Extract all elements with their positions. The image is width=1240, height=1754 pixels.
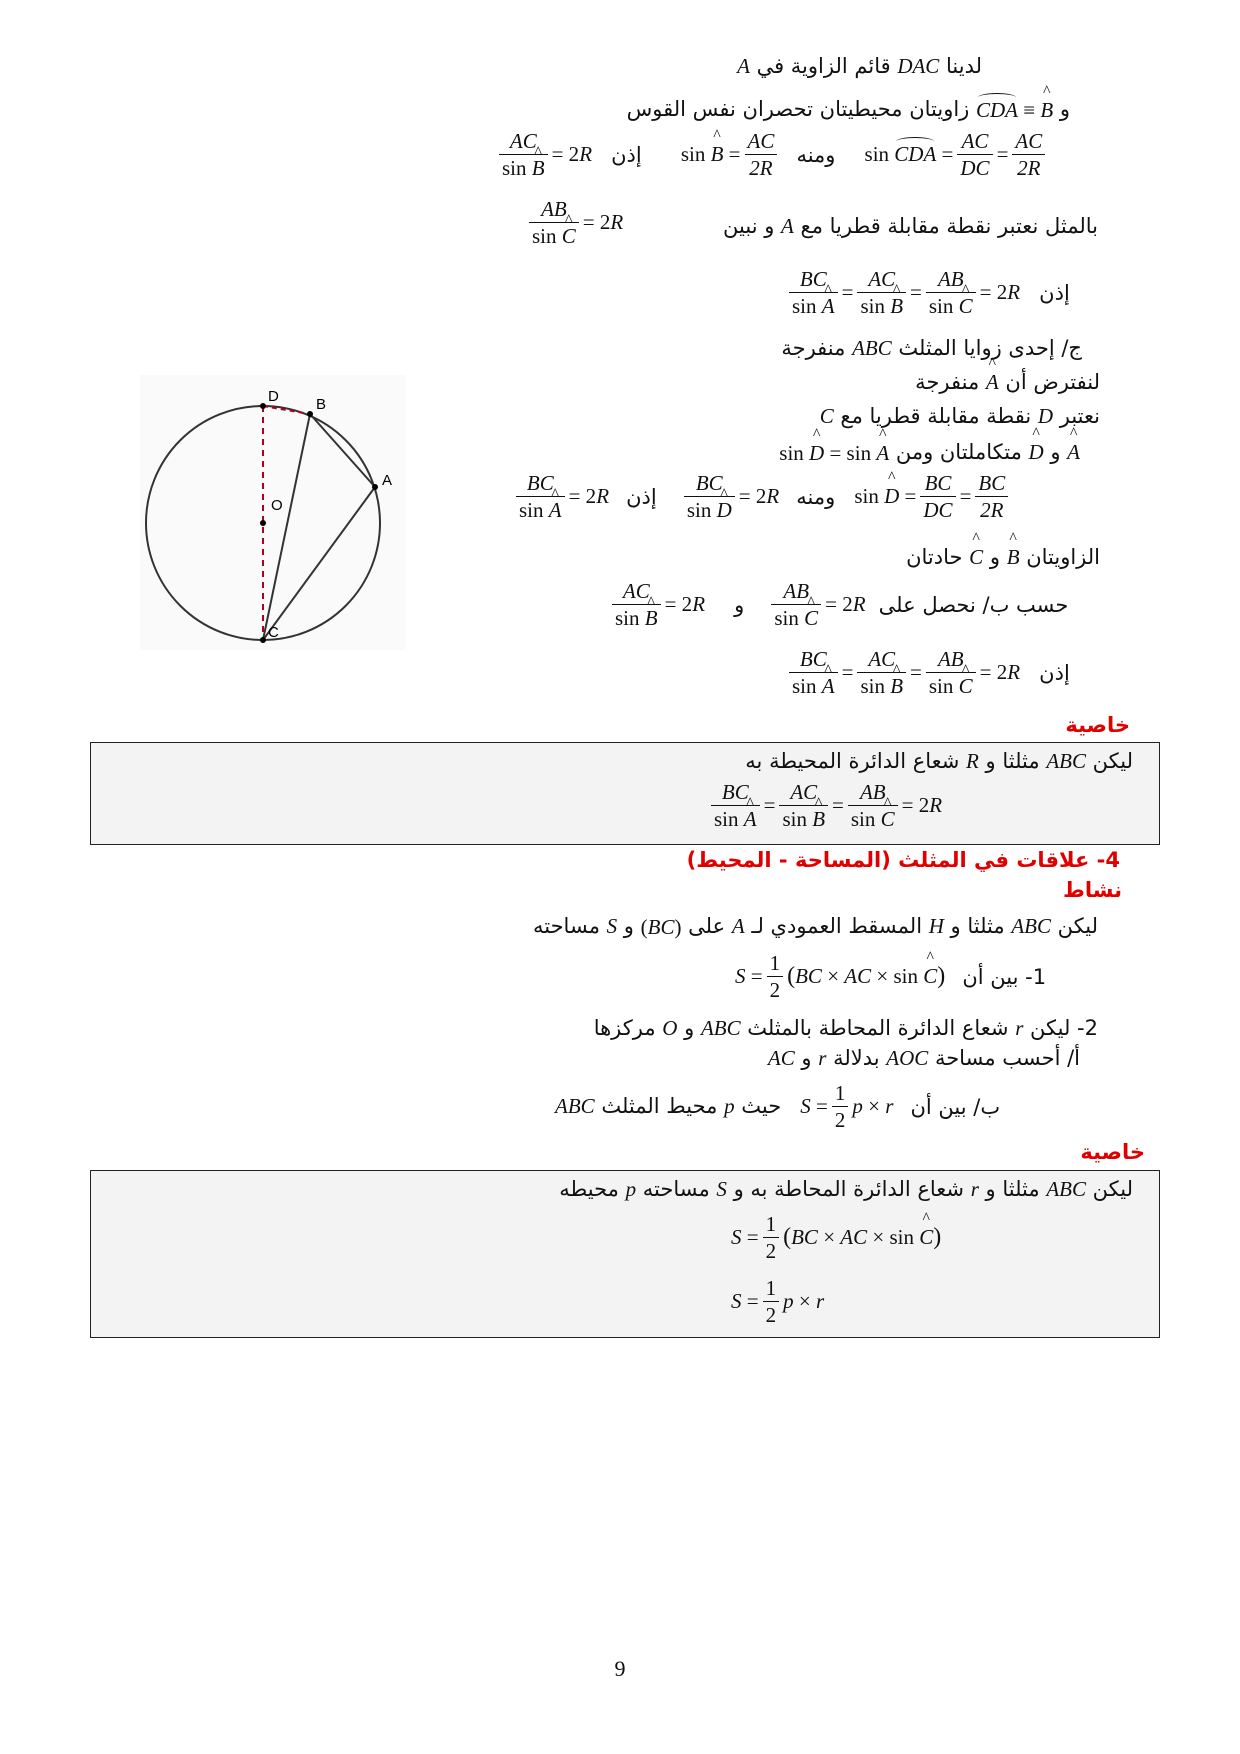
label-a: A [382,472,393,489]
question-2b: حيث p محيط المثلث ABC S = $\frac{1}{2}$ p × r ب/ بين أن [555,1081,1001,1132]
line-5: $\frac{BC}{\sin \^{} A}$ = $\frac{AC}{\sin \^{} B}$ = $\frac{AB}{\sin \^{} C}$ = 2R إذن [785,266,1070,319]
label-b: B [316,396,327,413]
label-o: O [271,497,283,514]
question-2: 2- ليكن r شعاع الدائرة المحاطة بالمثلث ABC و O مركزها [593,1016,1098,1040]
line-12: $\frac{AC}{\sin \^{} B}$ = 2R و $\frac{AB}{\sin \^{} C}$ = 2R حسب ب/ نحصل على [608,578,1068,631]
line-6: ج/ إحدى زوايا المثلث ABC منفرجة [781,336,1082,360]
line-9: ^ A و ^ D متكاملتان ومن sin ^ D = sin ^ A [779,440,1080,466]
property-1-text: ليكن ABC مثلثا و R شعاع الدائرة المحيطة به [745,749,1133,773]
property-2-formula-2: S = $\frac{1}{2}$ p × r [731,1276,825,1327]
line-8: نعتبر D نقطة مقابلة قطريا مع C [819,404,1100,428]
line-7: لنفترض أن ^ A منفرجة [915,370,1100,395]
line-10: $\frac{BC}{\sin \^{} A}$ = 2R إذن $\frac{BC}{\sin \^{} D}$ = 2R ومنه sin ^ D = $\frac{BC}{DC}$ = $\frac{BC}{2R}$ [512,470,1012,523]
label-c: C [268,624,279,641]
property-1-formula: $\frac{BC}{\sin \^{} A}$ = $\frac{AC}{\sin \^{} B}$ = $\frac{AB}{\sin \^{} C}$ = 2R [707,779,942,832]
question-2a: أ/ أحسب مساحة AOC بدلالة r و AC [767,1046,1080,1070]
page-number: 9 [614,1656,626,1681]
line-3-hence: ومنه [796,142,836,167]
line-3-equations: $\frac{AC}{\sin \^{} B}$ = 2R إذن sin ^ B = $\frac{AC}{2R}$ ومنه sin CDA = $\frac{AC}{DC}$ = $\frac{AC}{2R}$ [495,128,1049,181]
property-2-formula-1: S = $\frac{1}{2}$ (BC × AC × sin ^ C) [731,1211,941,1264]
line-1: لدينا DAC قائم الزاوية في A [737,54,982,78]
property-2-text: ليكن ABC مثلثا و r شعاع الدائرة المحاطة به و S مساحته p محيطه [559,1177,1133,1201]
section-4-intro: ليكن ABC مثلثا و H المسقط العمودي لـ A على (BC) و S مساحته [532,914,1098,939]
property-2-box [90,1170,1160,1338]
line-4-text: بالمثل نعتبر نقطة مقابلة قطريا مع A و نبين [723,214,1098,238]
line-3-then: إذن [611,142,642,167]
question-1: S = $\frac{1}{2}$ (BC × AC × sin ^ C) 1- بين أن [735,950,1046,1003]
property-1-box [90,742,1160,845]
line-4: $\frac{AB}{\sin \^{} C}$ = 2R [525,196,623,249]
section-4-title: 4- علاقات في المثلث (المساحة - المحيط) [686,848,1120,872]
label-d: D [268,388,279,405]
property-2-title: خاصية [1080,1140,1145,1164]
line-13: $\frac{BC}{\sin \^{} A}$ = $\frac{AC}{\sin \^{} B}$ = $\frac{AB}{\sin \^{} C}$ = 2R إذن [785,646,1070,699]
circle-figure [140,375,405,650]
line-2: و CDA ≡ ^ B زاويتان محيطيتان تحصران نفس القوس [627,97,1070,123]
activity-title: نشاط [1063,878,1122,902]
property-1-title: خاصية [1065,713,1130,737]
line-11: الزاويتان ^ B و ^ C حادتان [906,545,1100,570]
